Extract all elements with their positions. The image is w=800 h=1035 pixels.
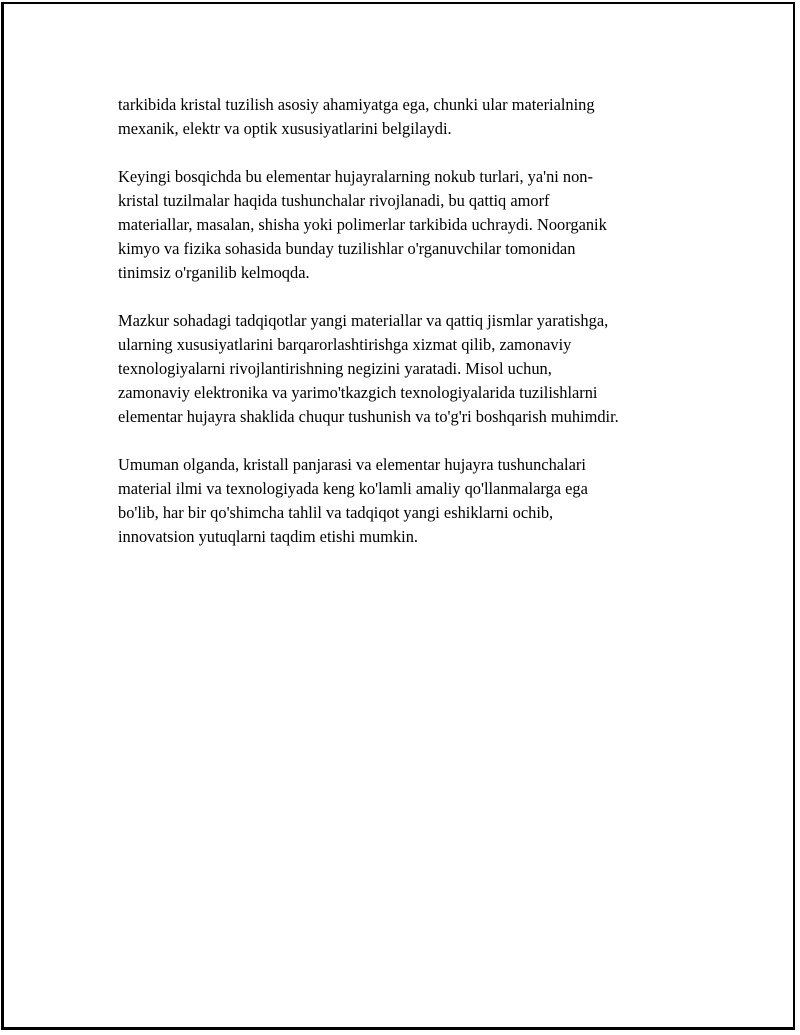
document-body xyxy=(118,93,718,573)
text-line: Keyingi bosqichda bu elementar hujayralarning nokub turlari, ya'ni non- xyxy=(118,167,593,186)
text-line: Mazkur sohadagi tadqiqotlar yangi materiallar va qattiq jismlar yaratishga, xyxy=(118,311,609,330)
text-line: mexanik, elektr va optik xususiyatlarini belgilaydi. xyxy=(118,119,452,138)
text-line: texnologiyalarni rivojlantirishning negizini yaratadi. Misol uchun, xyxy=(118,359,552,378)
text-line: materiallar, masalan, shisha yoki polimerlar tarkibida uchraydi. Noorganik xyxy=(118,215,607,234)
text-line: Umuman olganda, kristall panjarasi va elementar hujayra tushunchalari xyxy=(118,455,586,474)
paragraph-1 xyxy=(118,93,718,141)
text-line: tinimsiz o'rganilib kelmoqda. xyxy=(118,263,310,282)
text-line: innovatsion yutuqlarni taqdim etishi mumkin. xyxy=(118,527,419,546)
text-line: kristal tuzilmalar haqida tushunchalar rivojlanadi, bu qattiq amorf xyxy=(118,191,550,210)
paragraph-3 xyxy=(118,309,718,429)
paragraph-4 xyxy=(118,453,718,549)
text-line: bo'lib, har bir qo'shimcha tahlil va tadqiqot yangi eshiklarni ochib, xyxy=(118,503,554,522)
text-line: zamonaviy elektronika va yarimo'tkazgich texnologiyalarida tuzilishlarni xyxy=(118,383,598,402)
text-line: kimyo va fizika sohasida bunday tuzilishlar o'rganuvchilar tomonidan xyxy=(118,239,576,258)
text-line: ularning xususiyatlarini barqarorlashtirishga xizmat qilib, zamonaviy xyxy=(118,335,572,354)
text-line: material ilmi va texnologiyada keng ko'lamli amaliy qo'llanmalarga ega xyxy=(118,479,588,498)
text-line: tarkibida kristal tuzilish asosiy ahamiyatga ega, chunki ular materialning xyxy=(118,95,595,114)
text-line: elementar hujayra shaklida chuqur tushunish va to'g'ri boshqarish muhimdir. xyxy=(118,407,619,426)
paragraph-2 xyxy=(118,165,718,285)
